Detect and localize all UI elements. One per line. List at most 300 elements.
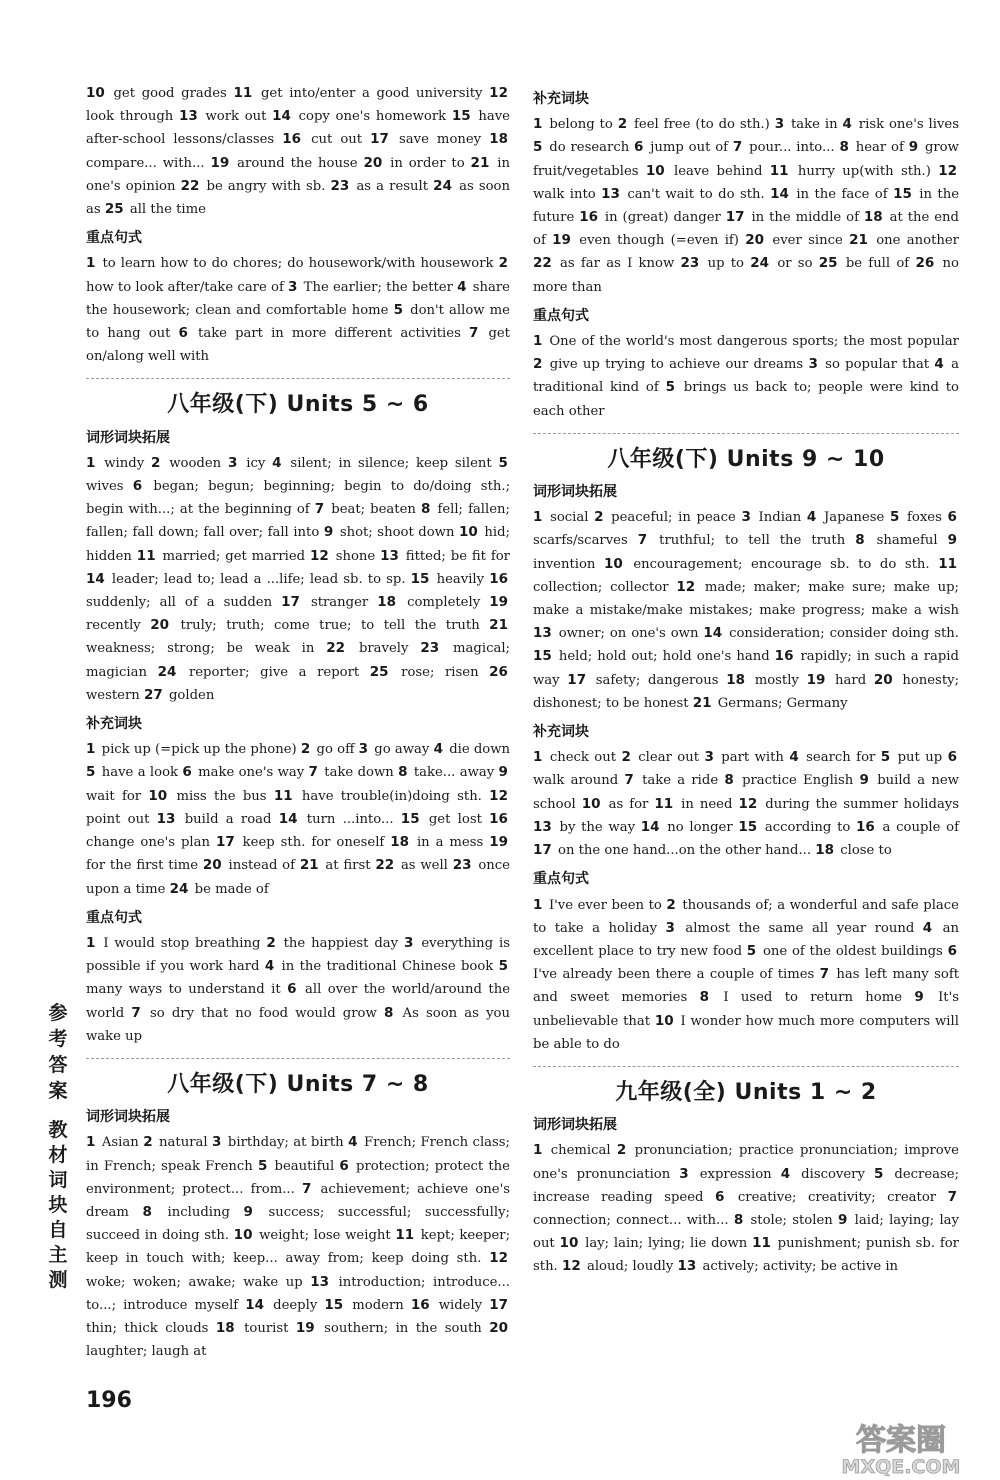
item-number: 9 [838,1211,848,1228]
item-number: 2 [617,116,628,133]
item-number: 10 [559,1235,579,1252]
item-number: 10 [581,795,601,812]
item-text: Asian [101,1135,139,1151]
item-number: 26 [489,663,508,680]
answer-item [324,525,455,540]
item-number: 15 [410,570,430,587]
item-number: 23 [330,177,350,194]
item-text: weakness; strong; be weak in [86,641,315,657]
item-number: 6 [947,509,957,526]
item-number: 1 [86,1134,96,1151]
answer-item [86,86,227,101]
item-text: part with [721,750,784,766]
item-number: 7 [301,1180,312,1197]
item-text: one another [876,233,959,249]
unit-title: 八年级(下) Units 5 ~ 6 [167,392,429,418]
item-text: have trouble(in)doing sth. [301,788,482,804]
item-text: wives [86,479,124,495]
item-list [533,113,959,299]
item-number: 18 [390,834,410,851]
item-number: 2 [151,454,161,471]
item-text: an excellent place to try new food [533,920,959,959]
item-number: 7 [732,139,743,156]
answer-item [839,140,903,155]
item-list [86,452,510,707]
unit-title: 八年级(下) Units 7 ~ 8 [167,1071,429,1097]
section-heading: 重点句式 [533,307,589,324]
item-number: 21 [470,154,490,171]
answer-item [552,233,739,248]
answer-item [150,618,479,633]
item-text: hurry up(with sth.) [797,163,931,179]
item-number: 20 [873,671,893,688]
item-number: 7 [624,772,634,789]
answer-item [724,773,853,788]
answer-item [181,179,326,194]
answer-item [678,1259,899,1274]
item-number: 13 [601,185,620,202]
answer-item [380,549,510,564]
answer-item [533,820,635,835]
item-number: 19 [295,1319,315,1336]
item-text: close to [840,843,892,859]
item-text: as a result [356,178,429,194]
answer-item [562,1259,673,1274]
item-number: 5 [880,749,891,766]
item-number: 6 [947,942,957,959]
answer-item [390,835,483,850]
answer-item [815,843,892,858]
answer-item [266,936,398,951]
item-text: scarfs/scarves [533,533,628,549]
item-text: weight; lose weight [259,1228,391,1244]
answer-item [750,256,812,271]
item-text: decrease; increase reading speed [533,1166,960,1205]
item-text: one of the oldest buildings [762,943,943,959]
answer-item [579,210,721,225]
item-list [533,746,959,862]
item-number: 4 [457,278,467,295]
item-text: as for [608,796,649,812]
answer-item [666,921,915,936]
item-text: jump out of [650,140,729,156]
item-number: 6 [714,1188,725,1205]
item-text: take down [324,765,394,781]
item-number: 8 [383,1004,394,1021]
item-text: I used to return home [723,990,903,1006]
answer-item [604,557,930,572]
answer-item [856,820,959,835]
item-text: die down [449,742,511,758]
section-heading: 词形词块拓展 [533,1117,617,1134]
item-number: 17 [370,131,389,148]
answer-item [601,187,765,202]
item-text: pronunciation; practice pronunciation; improve one's pronunciation [533,1143,959,1182]
answer-item [634,140,728,155]
item-text: point out [86,811,150,827]
item-number: 3 [358,741,369,758]
item-text: introduction; introduce... to...; introduce myself [86,1274,510,1313]
item-text: stole; stolen [750,1212,833,1228]
item-number: 5 [889,509,900,526]
item-text: shameful [876,533,938,549]
item-text: do research [549,140,630,156]
item-number: 6 [947,749,957,766]
item-text: instead of [228,858,296,874]
item-number: 9 [243,1203,253,1220]
item-number: 11 [233,85,253,101]
item-text: change one's plan [86,835,210,851]
item-number: 15 [738,818,758,835]
answer-item [679,1167,771,1182]
answer-item [179,109,266,124]
item-number: 21 [489,617,508,634]
item-text: owner; on one's own [558,626,699,642]
item-number: 17 [215,834,235,851]
item-text: turn ...into... [306,811,394,827]
item-number: 7 [947,1188,957,1205]
item-text: peaceful; in peace [611,510,736,526]
item-text: risk one's lives [858,117,959,133]
item-text: take in [791,117,838,133]
item-number: 14 [86,570,105,587]
item-text: can't wait to do sth. [627,186,765,202]
item-text: kept; keeper; keep in touch with; keep... away from; keep doing sth. [86,1228,511,1267]
item-text: get good grades [113,86,227,101]
item-text: chemical [550,1143,611,1159]
item-number: 7 [314,501,325,518]
item-number: 11 [654,795,674,812]
answer-item [726,673,799,688]
item-text: beat; beaten [331,502,416,518]
item-text: shone [335,548,376,564]
answer-item [533,1143,611,1158]
answer-item [533,750,616,765]
answer-item [86,1135,139,1150]
item-number: 18 [489,131,508,148]
item-number: 1 [86,741,96,758]
item-list [533,330,959,423]
item-number: 18 [377,594,397,611]
item-text: modern [352,1297,404,1313]
item-number: 2 [616,1142,627,1159]
item-number: 1 [533,509,543,526]
item-text: shot; shoot down [339,525,455,541]
item-text: check out [549,750,617,766]
item-number: 3 [404,934,414,951]
item-number: 22 [180,177,200,194]
section-heading: 词形词块拓展 [86,1109,170,1126]
answer-item [789,750,875,765]
item-text: truly; truth; come true; to tell the truth [180,618,480,634]
item-number: 3 [679,1165,689,1182]
item-text: beautiful [274,1158,335,1174]
item-text: tourist [244,1320,289,1336]
answer-item [86,256,494,271]
item-number: 16 [774,648,794,665]
item-text: the happiest day [283,935,399,951]
answer-item [315,502,416,517]
item-number: 15 [533,648,552,665]
section-heading: 词形词块拓展 [533,484,617,501]
item-text: truthful; to tell the truth [659,533,846,549]
item-text: in the middle of [751,210,859,226]
item-number: 2 [266,934,276,951]
answer-item [265,959,493,974]
item-text: in the face of [796,186,888,202]
section-heading: 重点句式 [86,909,142,926]
item-text: be angry with sb. [206,178,326,194]
item-number: 20 [489,1319,508,1336]
answer-item [279,812,394,827]
answer-item [326,641,408,656]
answer-item [618,117,770,132]
item-text: almost the same all year round [685,920,915,936]
item-text: leader; lead to; lead a ...life; lead sb. to sp. [111,571,406,587]
answer-item [86,572,406,587]
item-text: all over the world/around the world [86,982,510,1021]
item-text: so dry that no food would grow [149,1005,377,1021]
item-number: 13 [178,108,198,125]
item-text: search for [806,750,876,766]
answer-item [258,1159,334,1174]
item-text: Indian [758,510,802,526]
item-number: 8 [142,1203,152,1220]
item-number: 3 [665,919,675,936]
item-text: suddenly; all of a sudden [86,595,273,611]
item-text: I've ever been to [548,897,662,913]
section-heading: 补充词块 [533,724,589,741]
item-text: as far as I know [560,256,675,272]
item-number: 5 [257,1157,268,1174]
answer-item [703,626,959,641]
item-text: build a road [184,811,272,827]
answer-item [324,1298,403,1313]
item-text: once upon a time [86,858,510,897]
item-text: up to [707,256,745,272]
item-text: have after-school lessons/classes [86,109,510,148]
item-number: 2 [594,509,604,526]
item-number: 9 [323,524,334,541]
item-number: 2 [300,741,311,758]
item-number: 10 [148,787,168,804]
answer-item [741,510,801,525]
item-number: 7 [819,966,830,983]
item-number: 8 [855,532,865,549]
item-text: made; maker; make sure; make up; make a mistake/make mistakes; make progress; make a wish [533,579,959,619]
item-number: 9 [908,139,919,156]
section-heading: 补充词块 [86,716,142,733]
item-number: 19 [489,834,508,851]
answer-item [855,533,937,548]
section-divider [86,1058,510,1059]
item-text: thousands of; a wonderful and safe place to take a holiday [533,897,959,936]
answer-item [370,132,481,147]
item-number: 11 [395,1227,415,1244]
item-number: 6 [634,139,644,156]
item-text: hard [835,672,867,688]
item-text: stranger [310,595,369,611]
item-number: 3 [228,454,238,471]
answer-item [105,202,206,217]
item-number: 4 [348,1134,358,1151]
item-text: all the time [129,202,206,218]
answer-item [228,456,265,471]
answer-item [86,742,297,757]
answer-item [274,789,482,804]
item-text: clear out [638,750,700,766]
item-number: 13 [533,625,552,642]
item-text: walk around [533,773,619,789]
item-number: 17 [567,671,587,688]
answer-item [272,109,446,124]
item-number: 4 [264,958,275,975]
item-text: foxes [907,510,942,526]
item-number: 24 [157,663,177,680]
item-text: western [86,687,140,703]
item-number: 23 [452,857,472,874]
item-number: 19 [806,671,826,688]
item-number: 22 [533,255,552,272]
answer-item [738,820,850,835]
item-list [86,1131,510,1363]
item-text: around the house [237,155,358,171]
item-number: 14 [640,818,660,835]
answer-item [704,750,783,765]
item-number: 4 [922,919,933,936]
answer-item [560,1236,748,1251]
item-number: 13 [310,1273,329,1290]
item-number: 21 [849,232,868,249]
item-number: 1 [533,896,543,913]
answer-item [715,1190,936,1205]
item-text: pick up (=pick up the phone) [101,742,297,758]
item-number: 6 [339,1157,349,1174]
item-number: 5 [393,301,404,318]
item-number: 15 [893,185,912,202]
item-text: icy [246,455,266,471]
item-text: began; begun; beginning; begin to do/doing sth.; begin with...; at the beginning of [86,479,511,518]
section-heading: 重点句式 [86,230,142,247]
side-label-bottom: 教材词块自主测 [48,1119,68,1291]
answer-item [842,117,958,132]
item-number: 27 [143,686,163,703]
item-text: rapidly; in such a rapid way [533,649,959,688]
item-number: 4 [272,454,282,471]
answer-item [137,549,305,564]
item-text: go away [374,742,430,758]
item-text: golden [168,687,215,703]
item-text: heavily [436,571,485,587]
item-text: many ways to understand it [86,982,281,998]
item-list [86,82,510,221]
answer-item [594,510,736,525]
item-number: 12 [489,787,508,804]
answer-item [86,765,178,780]
item-number: 18 [815,842,835,859]
item-number: 1 [533,333,543,350]
item-number: 25 [369,663,389,680]
item-number: 17 [489,1296,508,1313]
item-text: held; hold out; hold one's hand [558,649,770,665]
item-number: 20 [363,154,383,171]
item-text: laid; laying; lay out [533,1212,959,1252]
item-text: fitted; be fit for [405,548,510,564]
item-text: a traditional kind of [533,357,959,396]
item-text: by the way [559,819,636,835]
item-number: 6 [182,764,192,781]
answer-item [131,1006,376,1021]
item-text: to learn how to do chores; do housework/with housework [102,256,494,272]
item-text: take... away [413,765,495,781]
item-number: 1 [533,1142,543,1159]
item-text: have a look [101,765,178,781]
item-number: 4 [806,509,817,526]
item-number: 23 [420,640,440,657]
item-number: 4 [934,356,944,373]
item-text: don't allow me to hang out [86,302,510,342]
answer-item [401,812,482,827]
item-number: 1 [533,749,543,766]
answer-item [807,673,867,688]
item-text: safety; dangerous [595,672,719,688]
answer-item [807,510,884,525]
answer-item [849,233,959,248]
answer-item [411,1298,482,1313]
item-number: 6 [178,325,188,342]
answer-item [182,765,304,780]
item-number: 11 [273,787,293,804]
item-number: 4 [780,1165,791,1182]
item-text: get on/along well with [86,326,510,365]
answer-item [300,858,371,873]
item-number: 25 [104,201,124,218]
item-text: save money [399,132,482,148]
item-number: 5 [498,958,508,975]
answer-item [179,326,461,341]
answer-item [890,510,942,525]
item-number: 18 [215,1319,235,1336]
item-number: 22 [375,857,395,874]
item-text: consideration; consider doing sth. [729,626,959,642]
answer-item [212,1135,344,1150]
item-number: 5 [86,764,96,781]
item-number: 12 [676,578,696,595]
item-text: discovery [801,1166,865,1182]
item-number: 4 [789,749,799,766]
answer-item [301,742,355,757]
item-text: give up trying to achieve our dreams [549,357,804,373]
answer-item [819,256,909,271]
item-number: 24 [433,177,452,194]
item-number: 14 [245,1296,265,1313]
answer-item [377,595,480,610]
item-number: 20 [150,617,170,634]
item-number: 4 [842,116,852,133]
item-text: in the traditional Chinese book [281,959,494,975]
item-number: 11 [752,1235,771,1252]
answer-item [170,882,269,897]
answer-item [310,549,375,564]
item-number: 2 [498,255,508,272]
item-number: 15 [400,810,420,827]
item-text: everything is possible if you work hard [86,935,510,975]
item-number: 11 [769,162,789,179]
answer-item [700,990,902,1005]
item-text: achievement; achieve one's dream [86,1181,510,1220]
answer-item [143,1205,230,1220]
answer-item [210,156,357,171]
